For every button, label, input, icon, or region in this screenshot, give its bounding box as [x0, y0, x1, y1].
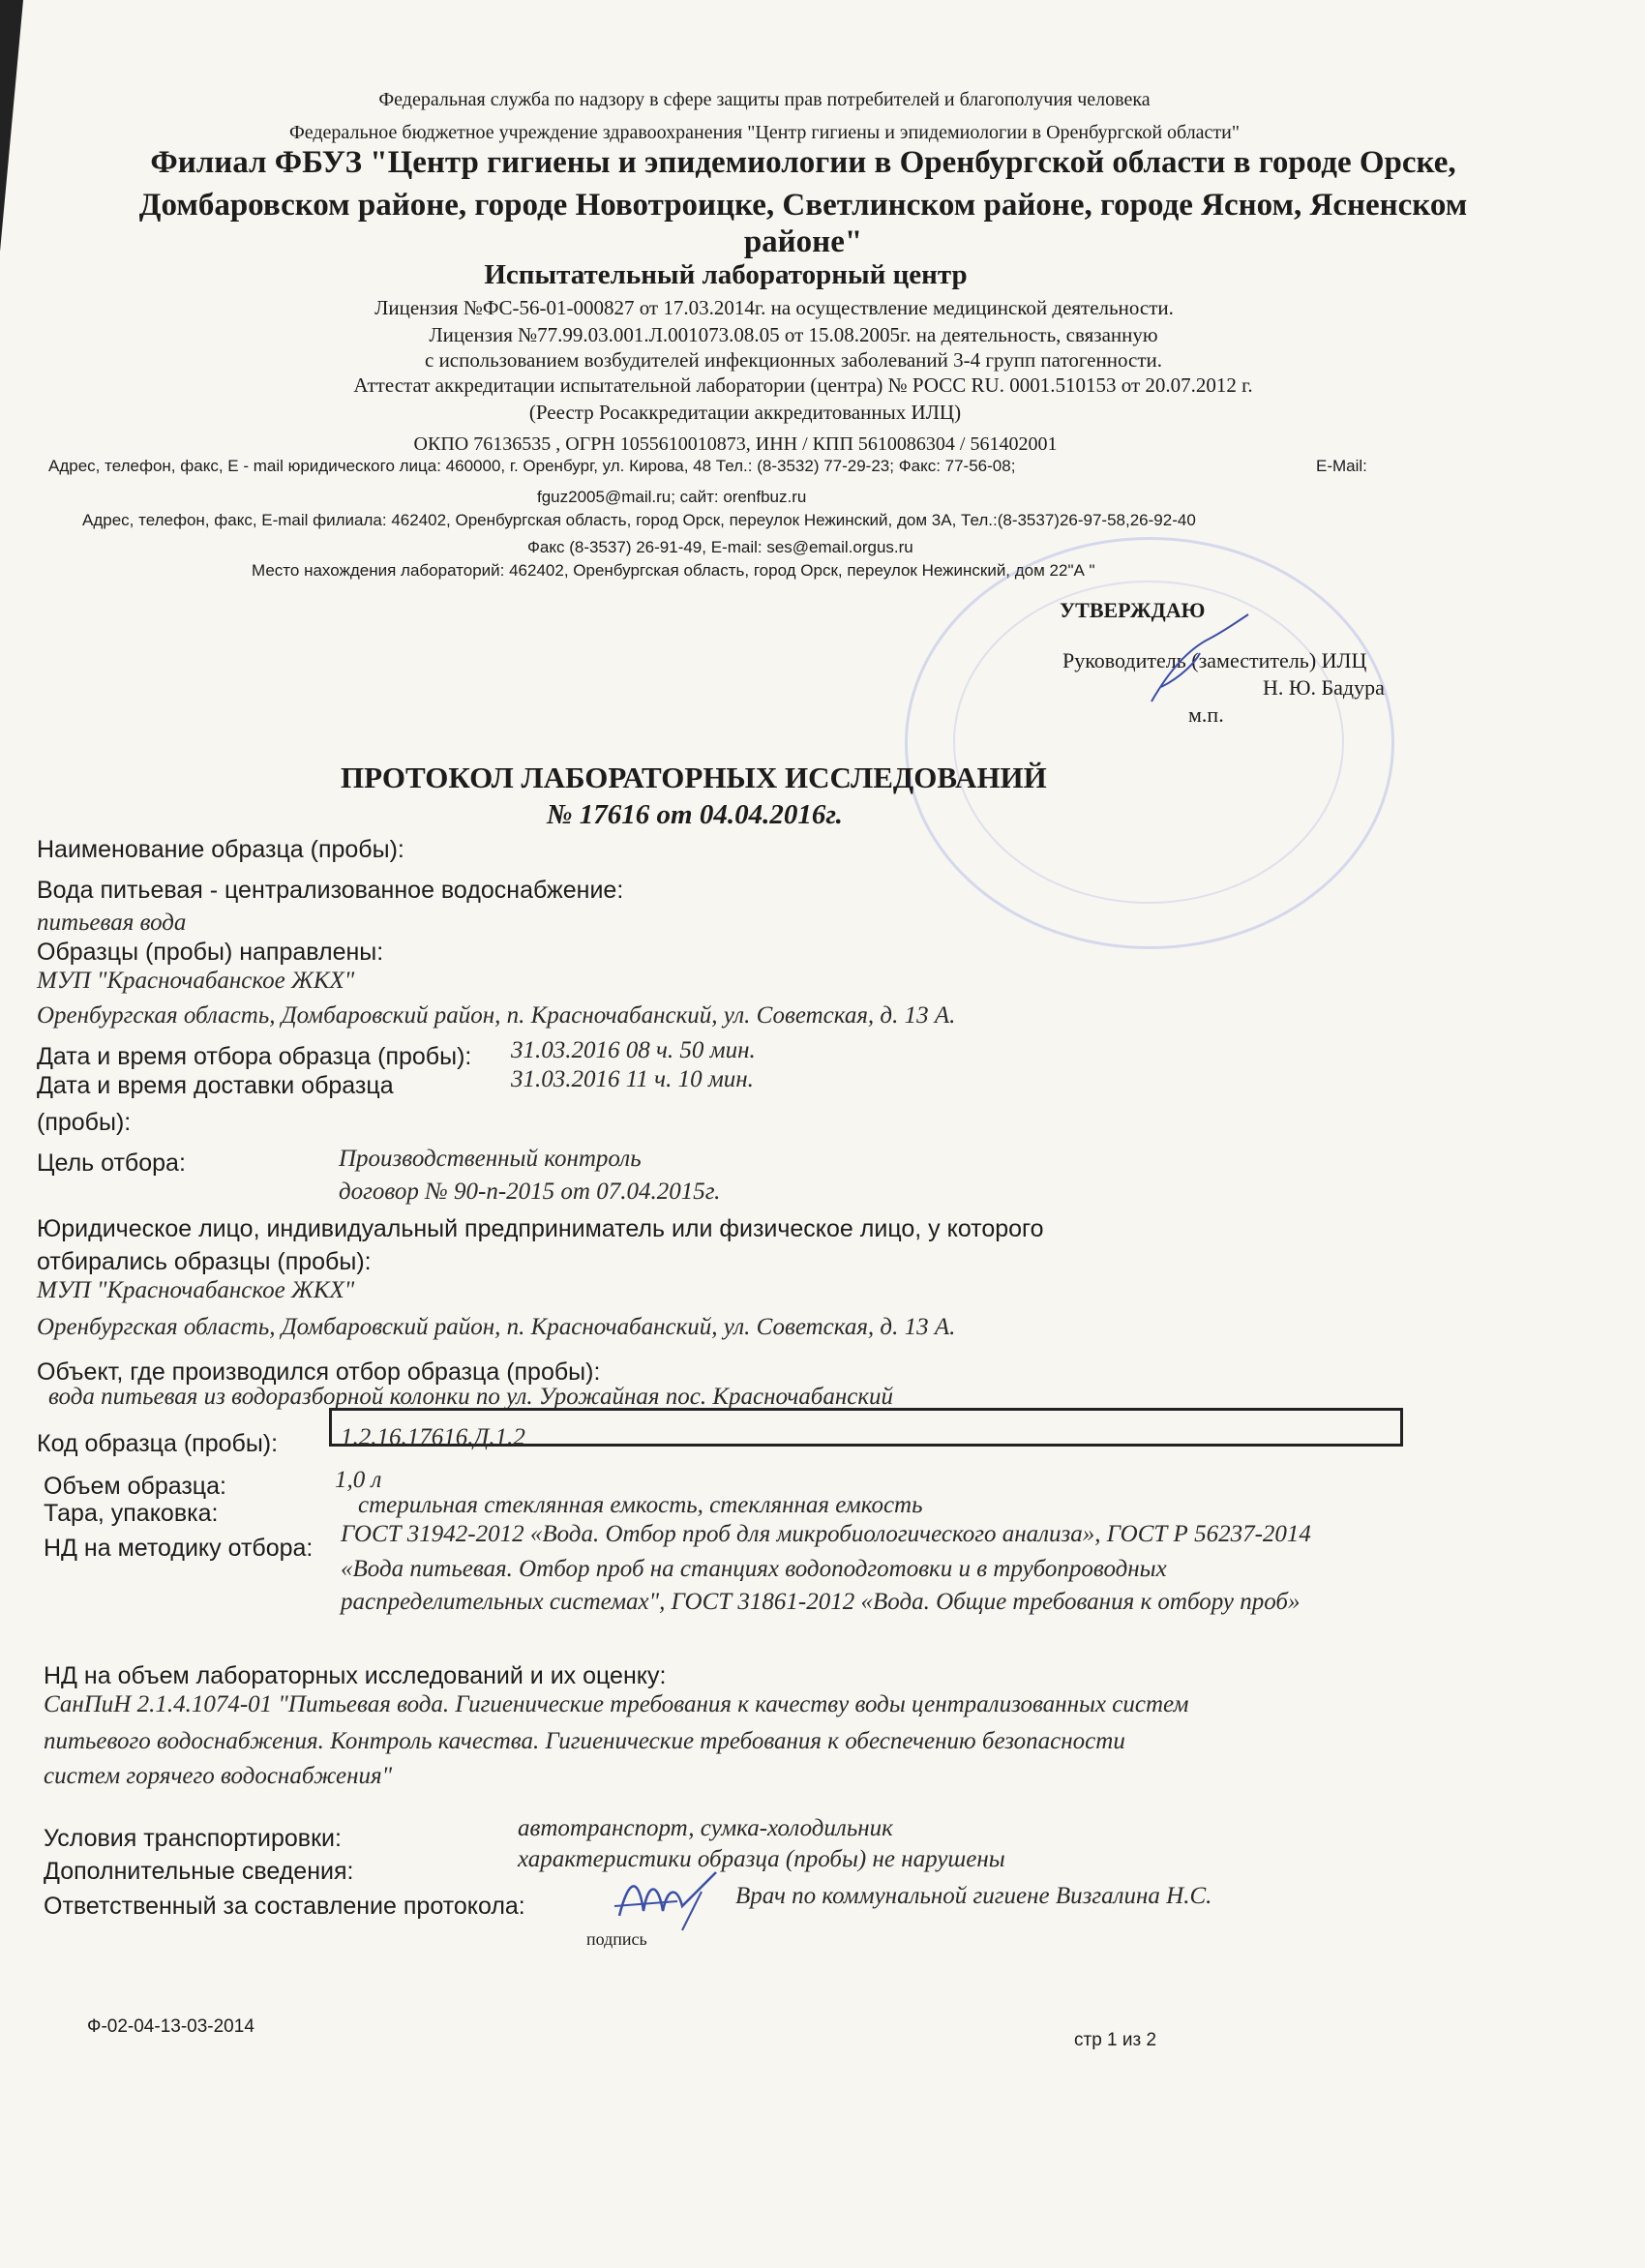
sample-code-value: 1.2.16.17616.Д.1.2: [341, 1424, 525, 1450]
delivery-datetime-label: Дата и время доставки образца: [37, 1072, 394, 1099]
entity-address: Оренбургская область, Домбаровский район, п. Красночабанский, ул. Советская, д. 13 А.: [37, 1314, 956, 1340]
responsible-value: Врач по коммунальной гигиене Визгалина Н.С.: [735, 1883, 1212, 1909]
protocol-number: № 17616 от 04.04.2016г.: [547, 799, 843, 830]
volume-value: 1,0 л: [335, 1467, 382, 1493]
delivery-datetime-label-cont: (пробы):: [37, 1109, 132, 1136]
sample-type: Вода питьевая - централизованное водоснабжение:: [37, 877, 624, 904]
entity-org: МУП "Красночабанское ЖКХ": [37, 1277, 355, 1303]
nd-value-line2: питьевого водоснабжения. Контроль качества. Гигиенические требования к обеспечению безопасности: [44, 1728, 1125, 1754]
sent-by-address: Оренбургская область, Домбаровский район, п. Красночабанский, ул. Советская, д. 13 А.: [37, 1002, 956, 1029]
approval-position: Руководитель (заместитель) ИЛЦ: [1062, 648, 1367, 672]
sampling-datetime-label: Дата и время отбора образца (пробы):: [37, 1043, 472, 1070]
branch-fax: Факс (8-3537) 26-91-49, E-mail: ses@email.orgus.ru: [527, 538, 913, 556]
sample-type-value: питьевая вода: [37, 910, 187, 936]
purpose-label: Цель отбора:: [37, 1149, 186, 1177]
branch-address: Адрес, телефон, факс, E-mail филиала: 462402, Оренбургская область, город Орск, переулок Нежинский, дом 3А, Тел.:(8-3537)26-97-58,26-92-40: [82, 511, 1196, 529]
volume-label: Объем образца:: [44, 1473, 226, 1500]
additional-value: характеристики образца (пробы) не нарушены: [518, 1846, 1005, 1872]
service-name: Федеральная служба по надзору в сфере защиты прав потребителей и благополучия человека: [378, 89, 1151, 110]
responsible-label: Ответственный за составление протокола:: [44, 1893, 525, 1920]
method-value-line1: ГОСТ 31942-2012 «Вода. Отбор проб для микробиологического анализа», ГОСТ Р 56237-2014: [341, 1521, 1311, 1547]
responsible-signature: [610, 1867, 726, 1935]
nd-label: НД на объем лабораторных исследований и их оценку:: [44, 1662, 667, 1689]
entity-label-cont: отбирались образцы (пробы):: [37, 1248, 372, 1275]
signature-caption: подпись: [586, 1929, 647, 1949]
method-value-line2: «Вода питьевая. Отбор проб на станциях водоподготовки и в трубопроводных: [341, 1556, 1167, 1582]
sample-name-label: Наименование образца (пробы):: [37, 836, 404, 863]
page-number: стр 1 из 2: [1074, 2030, 1157, 2050]
delivery-datetime-value: 31.03.2016 11 ч. 10 мин.: [511, 1066, 754, 1092]
transport-label: Условия транспортировки:: [44, 1825, 342, 1852]
method-label: НД на методику отбора:: [44, 1535, 314, 1562]
sent-by-org: МУП "Красночабанское ЖКХ": [37, 968, 355, 994]
container-label: Тара, упаковка:: [44, 1500, 219, 1527]
branch-name-line1: Филиал ФБУЗ "Центр гигиены и эпидемиологии в Оренбургской области в городе Орске,: [150, 145, 1456, 180]
transport-value: автотранспорт, сумка-холодильник: [518, 1815, 893, 1841]
approval-signature: [1142, 610, 1258, 716]
license-2: Лицензия №77.99.03.001.Л.001073.08.05 от 15.08.2005г. на деятельность, связанную: [429, 323, 1158, 346]
method-value-line3: распределительных системах", ГОСТ 31861-2012 «Вода. Общие требования к отбору проб»: [341, 1589, 1301, 1615]
object-value: вода питьевая из водоразборной колонки по ул. Урожайная пос. Красночабанский: [48, 1384, 894, 1410]
license-1: Лицензия №ФС-56-01-000827 от 17.03.2014г. на осуществление медицинской деятельности.: [374, 296, 1174, 319]
nd-value-line1: СанПиН 2.1.4.1074-01 "Питьевая вода. Гигиенические требования к качеству воды централизованных систем: [44, 1691, 1189, 1717]
approval-name: Н. Ю. Бадура: [1263, 675, 1385, 700]
contract-value: договор № 90-п-2015 от 07.04.2015г.: [339, 1179, 721, 1205]
branch-name-line2: Домбаровском районе, городе Новотроицке, Светлинском районе, городе Ясном, Ясненском: [138, 188, 1468, 223]
registry-note: (Реестр Росаккредитации аккредитованных ИЛЦ): [528, 401, 962, 424]
protocol-title: ПРОТОКОЛ ЛАБОРАТОРНЫХ ИССЛЕДОВАНИЙ: [341, 761, 1047, 794]
lab-location: Место нахождения лабораторий: 462402, Оренбургская область, город Орск, переулок Нежинский, дом 22"А ": [252, 561, 1095, 580]
license-2-continued: с использованием возбудителей инфекционных заболеваний 3-4 групп патогенности.: [425, 348, 1162, 372]
object-label: Объект, где производился отбор образца (пробы):: [37, 1358, 601, 1386]
legal-email: fguz2005@mail.ru; сайт: orenfbuz.ru: [537, 488, 807, 506]
approval-mp: м.п.: [1188, 702, 1224, 727]
email-label: E-Mail:: [1316, 457, 1367, 475]
additional-label: Дополнительные сведения:: [44, 1858, 354, 1885]
sent-by-label: Образцы (пробы) направлены:: [37, 939, 384, 966]
okpo-details: ОКПО 76136535 , ОГРН 1055610010873, ИНН / КПП 5610086304 / 561402001: [413, 433, 1058, 455]
institution-name: Федеральное бюджетное учреждение здравоохранения "Центр гигиены и эпидемиологии в Оренбургской области": [288, 122, 1241, 143]
approval-title: УТВЕРЖДАЮ: [1060, 598, 1206, 622]
center-title: Испытательный лабораторный центр: [484, 259, 968, 290]
sampling-datetime-value: 31.03.2016 08 ч. 50 мин.: [511, 1037, 756, 1063]
branch-name-line3: районе": [743, 224, 863, 259]
accreditation: Аттестат аккредитации испытательной лаборатории (центра) № РОСС RU. 0001.510153 от 20.07.2012 г.: [353, 373, 1253, 397]
purpose-value: Производственный контроль: [339, 1146, 642, 1172]
sample-code-label: Код образца (пробы):: [37, 1430, 279, 1457]
form-code: Ф-02-04-13-03-2014: [87, 2016, 254, 2037]
entity-label: Юридическое лицо, индивидуальный предприниматель или физическое лицо, у которого: [37, 1215, 1044, 1242]
container-value: стерильная стеклянная емкость, стеклянная емкость: [358, 1492, 923, 1518]
legal-address: Адрес, телефон, факс, E - mail юридического лица: 460000, г. Оренбург, ул. Кирова, 48 Тел.: (8-3532) 77-29-23; Факс: 77-56-08;: [48, 457, 1016, 475]
nd-value-line3: систем горячего водоснабжения": [44, 1763, 393, 1789]
